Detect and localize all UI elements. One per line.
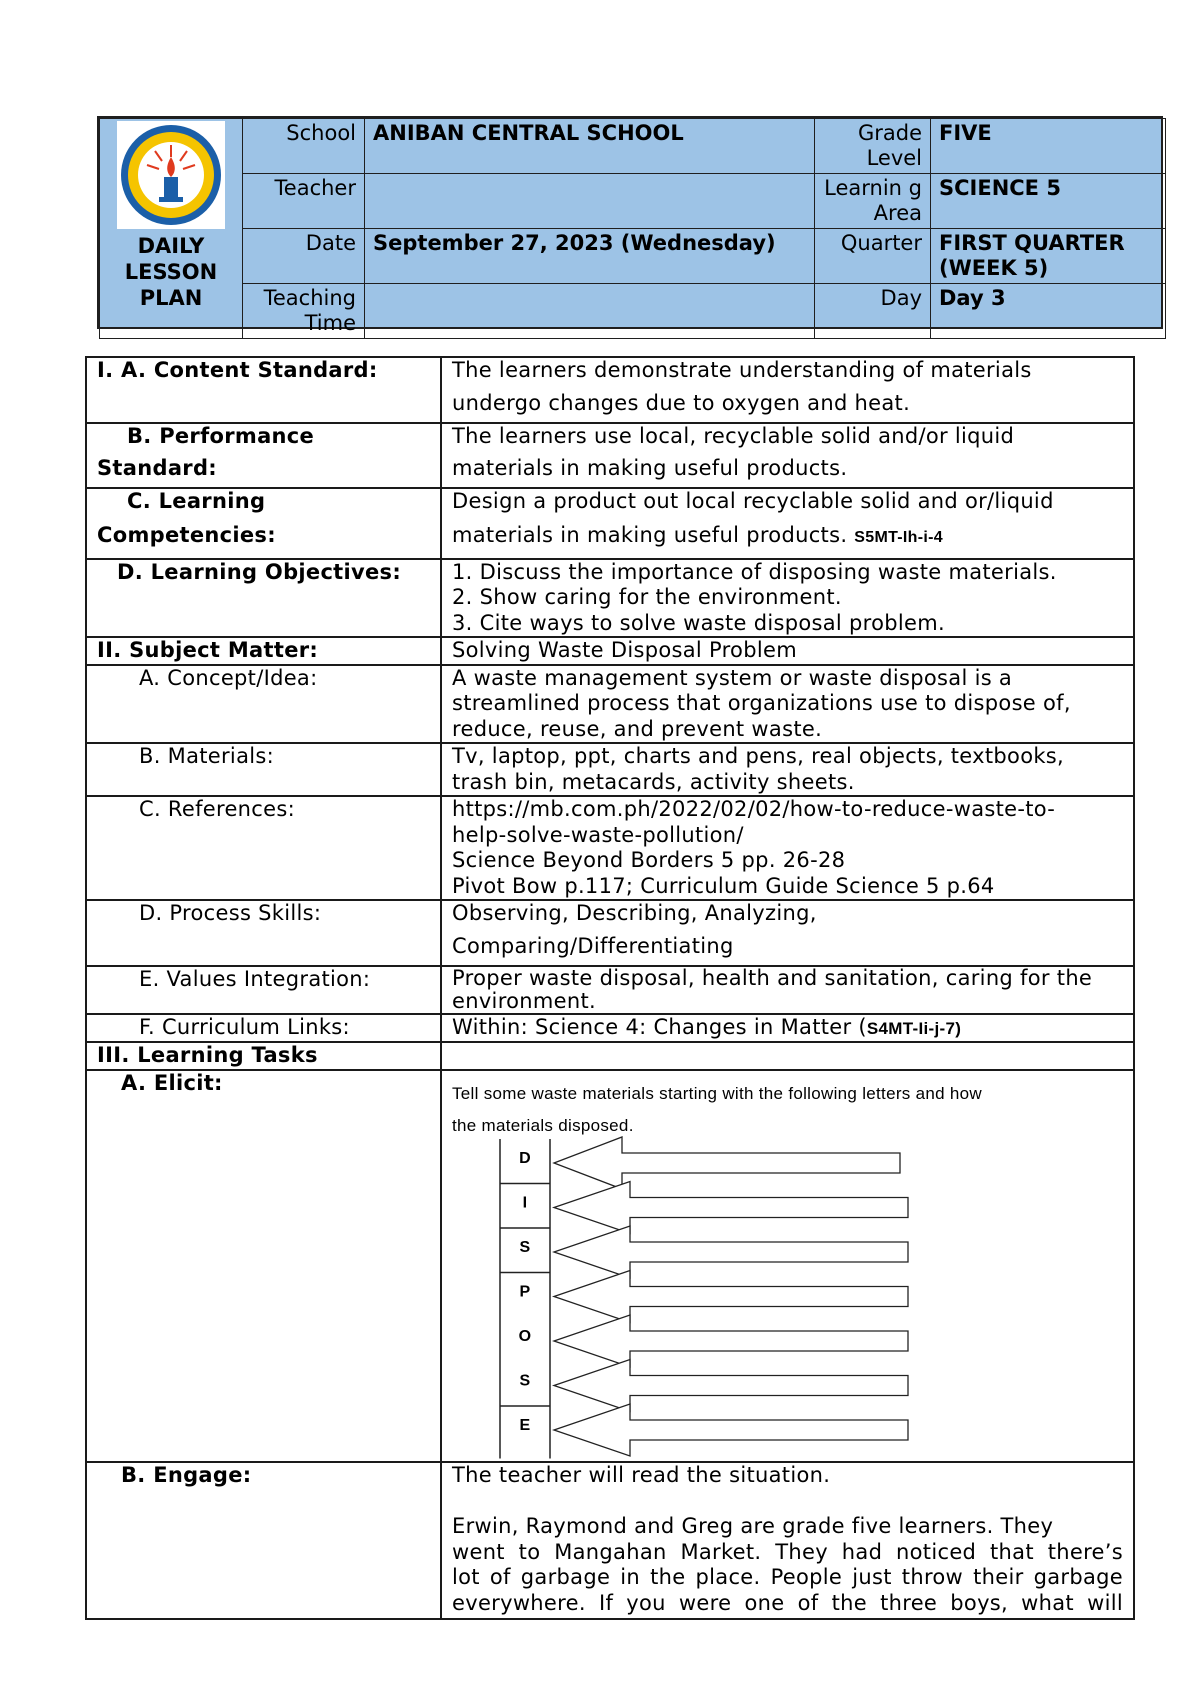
text-line: The learners use local, recyclable solid and/or liquid [452,423,1015,448]
answer-arrow-box [554,1137,900,1189]
process-skills-row [86,900,1134,966]
materials-label: B. Materials: [86,743,441,796]
reference-item: Pivot Bow p.117; Curriculum Guide Science 5 p.64 [452,873,995,898]
competencies-label [86,488,441,559]
text-line: B. Performance [127,423,315,448]
performance-standard-label [86,423,441,489]
curriculum-links-label: F. Curriculum Links: [86,1014,441,1043]
answer-arrow-box [554,1226,908,1278]
day-value: Day 3 [931,284,1166,339]
learning-tasks-row [86,1042,1134,1070]
text-line: The learners demonstrate understanding of materials [452,358,1032,382]
text-line: undergo changes due to oxygen and heat. [452,390,911,415]
elicit-row [86,1070,1134,1462]
content-standard-value [441,357,1134,423]
acrostic-letter: S [519,1372,531,1389]
objective-item: 1. Discuss the importance of disposing waste materials. [452,559,1057,584]
teaching-time-value [365,284,815,339]
references-value [441,796,1134,900]
acrostic-letter: P [519,1283,531,1300]
reference-link[interactable]: help-solve-waste-pollution/ [452,822,744,847]
reference-link[interactable]: https://mb.com.ph/2022/02/02/how-to-reduce-waste-to- [452,797,1056,821]
subject-matter-value: Solving Waste Disposal Problem [441,637,1134,665]
grade-level-value: FIVE [931,119,1166,174]
objectives-row [86,559,1134,638]
story-line: went to Mangahan Market. They had noticed that there’s [452,1539,1123,1564]
text-line: materials in making useful products. [452,456,848,480]
logo-cell [100,119,243,339]
story-line: Erwin, Raymond and Greg are grade five learners. They [452,1514,1054,1538]
daily-lesson-plan-title: DAILY LESSON PLAN [124,234,218,310]
teacher-label: Teacher [243,174,365,229]
references-row [86,796,1134,900]
curriculum-links-row [86,1014,1134,1043]
activity-instruction: the materials disposed. [452,1115,634,1135]
text-line: Design a product out local recyclable solid and or/liquid [452,489,1054,513]
learning-tasks-label: III. Learning Tasks [86,1042,441,1070]
text-line: Competencies: [97,522,276,547]
school-value: ANIBAN CENTRAL SCHOOL [365,119,815,174]
competency-code: S5MT-Ih-i-4 [854,528,943,546]
subject-matter-row [86,637,1134,665]
subject-matter-label: II. Subject Matter: [86,637,441,665]
concept-value: A waste management system or waste disposal is a streamlined process that organizations use to dispose of, reduce, reuse, and prevent waste. [441,665,1134,744]
lesson-plan-header [97,116,1163,335]
disposal-activity-figure [440,1071,1080,1461]
objective-item: 2. Show caring for the environment. [452,585,842,609]
competencies-value [441,488,1134,559]
acrostic-diagram [440,1071,1080,1461]
answer-arrow-box [554,1359,908,1411]
concept-label: A. Concept/Idea: [86,665,441,744]
performance-standard-value [441,423,1134,489]
content-standard-label: I. A. Content Standard: [86,357,441,423]
acrostic-letter: E [519,1416,531,1434]
acrostic-letter: D [519,1149,531,1167]
process-skills-value [441,900,1134,966]
school-label: School [243,119,365,174]
answer-arrow-box [554,1404,908,1456]
acrostic-letter: I [522,1194,528,1211]
materials-row [86,743,1134,796]
acrostic-letter: S [519,1238,531,1256]
acrostic-letter: O [518,1327,532,1345]
answer-arrow-box [554,1270,908,1322]
references-label: C. References: [86,796,441,900]
text-line: Observing, Describing, Analyzing, [452,901,817,925]
objectives-label: D. Learning Objectives: [86,559,441,638]
text-line: Within: Science 4: Changes in Matter ( [452,1014,867,1039]
teacher-value [365,174,815,229]
elicit-label: A. Elicit: [86,1070,441,1462]
learning-area-label: Learnin g Area [815,174,931,229]
date-value: September 27, 2023 (Wednesday) [365,229,815,284]
text-line: Standard: [97,456,217,480]
answer-arrow-box [554,1315,908,1367]
engage-row [86,1462,1134,1620]
concept-row [86,665,1134,744]
engage-value [441,1462,1134,1620]
engage-intro: The teacher will read the situation. [452,1462,831,1487]
values-row [86,966,1134,1014]
grade-level-label: Grade Level [815,119,931,174]
story-line: everywhere. If you were one of the three boys, what will [452,1590,1123,1615]
teaching-time-label: Teaching Time [243,284,365,339]
lesson-plan-body [85,356,1135,1620]
objectives-value [441,559,1134,638]
curriculum-code: S4MT-Ii-j-7) [866,1018,962,1038]
quarter-value: FIRST QUARTER (WEEK 5) [931,229,1166,284]
reference-item: Science Beyond Borders 5 pp. 26-28 [452,848,846,872]
engage-label: B. Engage: [86,1462,441,1620]
quarter-label: Quarter [815,229,931,284]
performance-standard-row [86,423,1134,489]
day-label: Day [815,284,931,339]
process-skills-label: D. Process Skills: [86,900,441,966]
learning-area-value: SCIENCE 5 [931,174,1166,229]
learning-tasks-value [441,1042,1134,1070]
activity-instruction: Tell some waste materials starting with the following letters and how [452,1083,982,1103]
text-line: materials in making useful products. [452,522,848,547]
school-logo [117,121,225,229]
competencies-row [86,488,1134,559]
answer-arrow-box [554,1181,908,1233]
objective-item: 3. Cite ways to solve waste disposal problem. [452,610,946,635]
curriculum-links-value [441,1014,1134,1043]
story-line: lot of garbage in the place. People just throw their garbage [452,1565,1123,1589]
text-line: Comparing/Differentiating [452,933,734,958]
date-label: Date [243,229,365,284]
elicit-activity [441,1070,1134,1462]
text-line: C. Learning [127,489,266,513]
values-label: E. Values Integration: [86,966,441,1014]
content-standard-row [86,357,1134,423]
values-value: Proper waste disposal, health and sanitation, caring for the environment. [441,966,1134,1014]
materials-value: Tv, laptop, ppt, charts and pens, real objects, textbooks, trash bin, metacards, activity sheets. [441,743,1134,796]
